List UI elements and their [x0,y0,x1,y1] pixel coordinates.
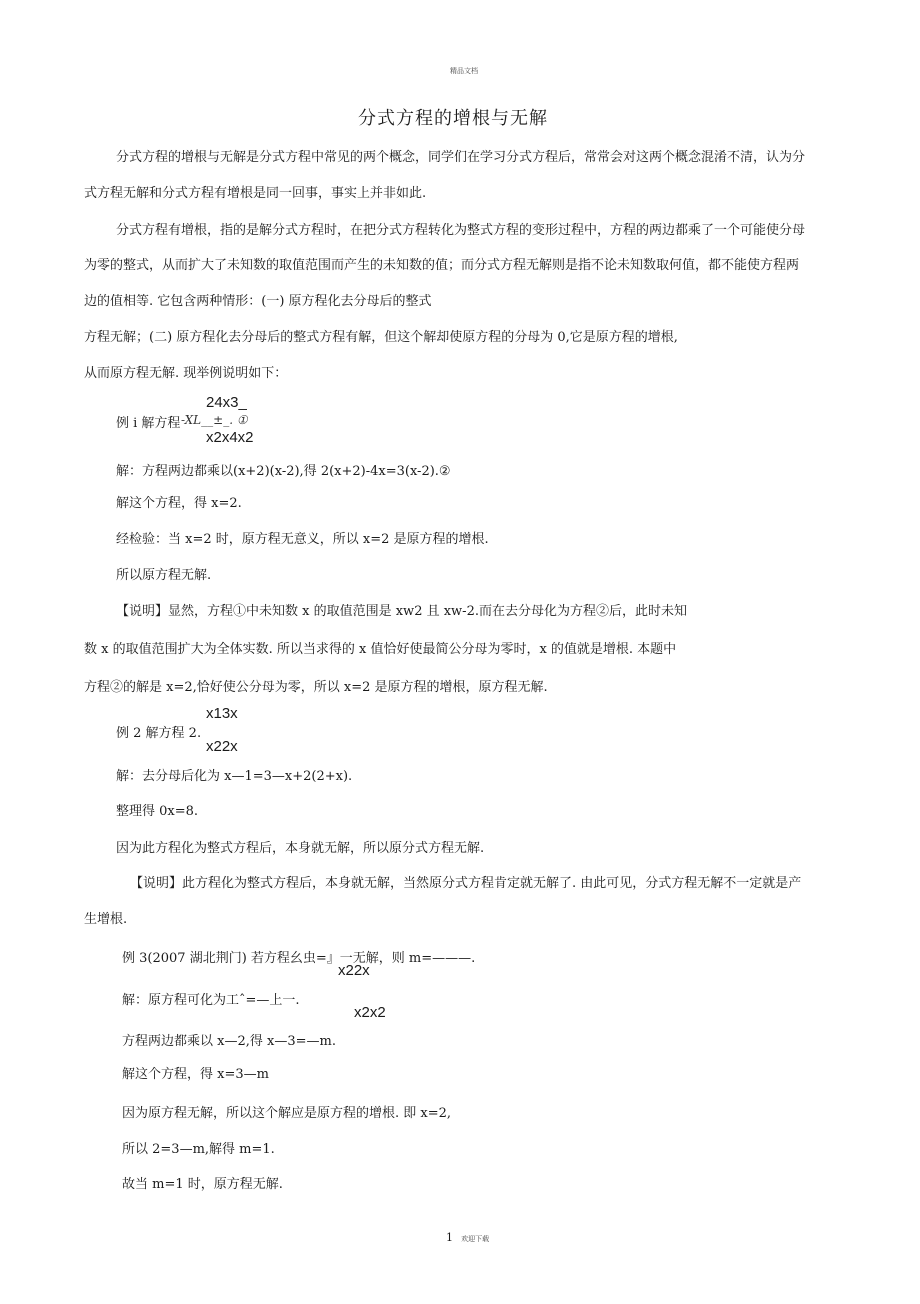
ex2-note-line-2: 生增根. [84,912,128,927]
ex3-line-2: 解：原方程可化为工ˆ=—上一. [122,993,300,1008]
footer-text: 欢迎下载 [461,1235,490,1243]
ex3-line-5: 因为原方程无解，所以这个解应是原方程的增根. 即 x=2, [122,1106,452,1121]
explain-line-3: 边的值相等. 它包含两种情形：(一) 原方程化去分母后的整式 [84,294,432,309]
page-number: 1 [446,1231,453,1244]
ex1-note-line-1: 【说明】显然，方程①中未知数 x 的取值范围是 xw2 且 xw-2.而在去分母化为方程②后，此时未知 [116,604,687,619]
ex1-note-line-3: 方程②的解是 x=2,恰好使公分母为零，所以 x=2 是原方程的增根，原方程无解. [84,680,548,695]
explain-line-4: 方程无解；(二) 原方程化去分母后的整式方程有解，但这个解却使原方程的分母为 0,它是原方程的增根, [84,330,678,345]
ex1-garbled-equation: -XL__±_. ① [181,413,248,427]
ex1-solution-1: 解：方程两边都乘以(x+2)(x-2),得 2(x+2)-4x=3(x-2).② [116,464,451,479]
ex3-denominator-1: x22x [338,962,370,979]
ex3-line-4: 解这个方程，得 x=3—m [122,1067,269,1082]
ex3-line-3: 方程两边都乘以 x—2,得 x—3=—m. [122,1034,336,1049]
ex1-note-line-2: 数 x 的取值范围扩大为全体实数. 所以当求得的 x 值恰好使最简公分母为零时，x 的值就是增根. 本题中 [84,642,677,657]
ex2-solution-2: 整理得 0x=8. [116,804,199,819]
ex2-label: 例 2 解方程 2. [116,726,202,741]
ex1-solution-3: 经检验：当 x=2 时，原方程无意义，所以 x=2 是原方程的增根. [116,532,489,547]
ex2-numerator: x13x [206,705,238,722]
page-header: 精品文档 [450,67,478,75]
ex2-solution-1: 解：去分母后化为 x—1=3—x+2(2+x). [116,769,353,784]
explain-line-1: 分式方程有增根，指的是解分式方程时，在把分式方程转化为整式方程的变形过程中，方程的两边都乘了一个可能使分母 [116,223,806,238]
ex1-denominator: x2x4x2 [206,429,254,446]
explain-line-5: 从而原方程无解. 现举例说明如下： [84,366,288,381]
page-title: 分式方程的增根与无解 [358,108,548,129]
ex2-solution-3: 因为此方程化为整式方程后，本身就无解，所以原分式方程无解. [116,841,485,856]
intro-line-1: 分式方程的增根与无解是分式方程中常见的两个概念，同学们在学习分式方程后，常常会对这两个概念混淆不清，认为分 [116,150,806,165]
explain-line-2: 为零的整式，从而扩大了未知数的取值范围而产生的未知数的值；而分式方程无解则是指不论未知数取何值，都不能使方程两 [84,258,800,273]
ex3-denominator-2: x2x2 [354,1004,386,1021]
ex3-line-6: 所以 2=3—m,解得 m=1. [122,1142,275,1157]
ex1-label: 例 i 解方程 [116,416,181,431]
ex3-line-7: 故当 m=1 时，原方程无解. [122,1177,283,1192]
page-footer [446,1226,489,1245]
ex3-line-1: 例 3(2007 湖北荆门) 若方程幺虫=』一无解，则 m=———. [122,951,476,966]
intro-line-2: 式方程无解和分式方程有增根是同一回事，事实上并非如此. [84,186,427,201]
ex2-denominator: x22x [206,738,238,755]
ex1-numerator: 24x3_ [206,394,247,411]
ex1-solution-2: 解这个方程，得 x=2. [116,496,242,511]
ex2-note-line-1: 【说明】此方程化为整式方程后，本身就无解，当然原分式方程肯定就无解了. 由此可见，分式方程无解不一定就是产 [130,876,802,891]
ex1-solution-4: 所以原方程无解. [116,568,212,583]
